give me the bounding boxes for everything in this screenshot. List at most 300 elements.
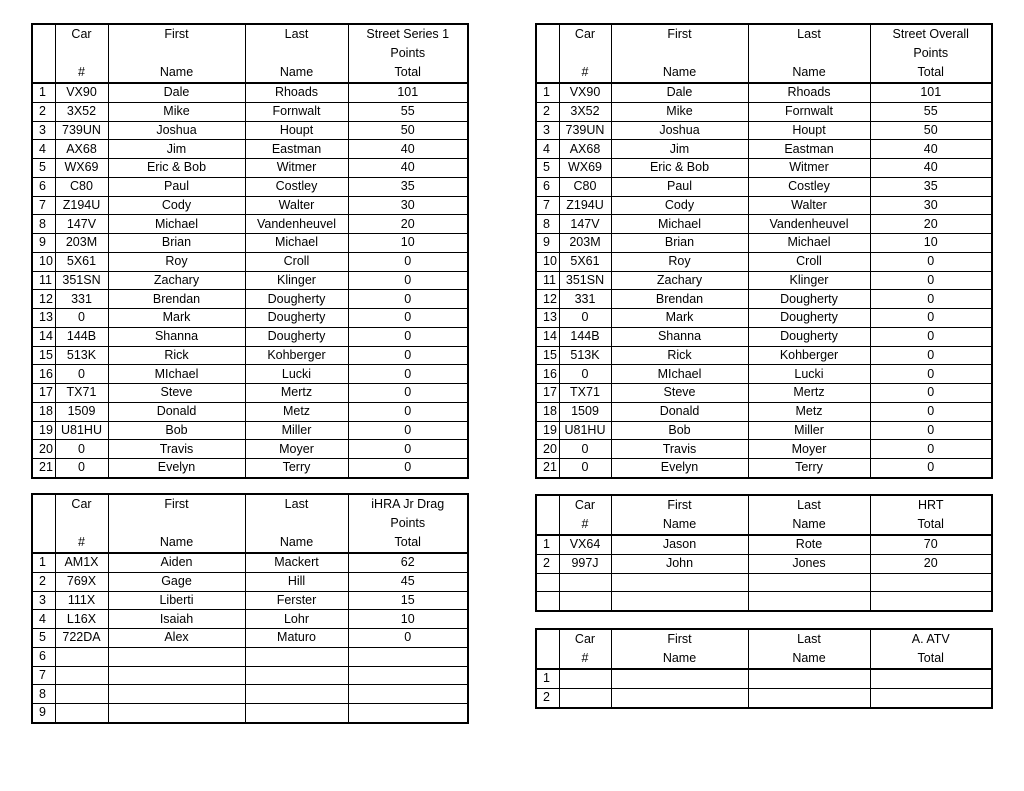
last-name-cell: Hill bbox=[245, 572, 348, 591]
last-name-cell: Dougherty bbox=[748, 327, 870, 346]
row-number: 9 bbox=[32, 704, 55, 723]
first-name-header-line bbox=[109, 44, 245, 63]
first-name-header-line: First bbox=[667, 498, 692, 512]
row-number: 17 bbox=[536, 384, 559, 403]
first-name-cell: MIchael bbox=[611, 365, 748, 384]
first-name-cell: Paul bbox=[108, 177, 245, 196]
first-name-cell: Mark bbox=[611, 309, 748, 328]
table-row bbox=[536, 159, 992, 178]
row-number: 19 bbox=[32, 421, 55, 440]
table-row bbox=[32, 83, 468, 102]
table-row bbox=[536, 177, 992, 196]
row-number: 5 bbox=[536, 159, 559, 178]
car-number-cell: 351SN bbox=[55, 271, 108, 290]
first-name-cell: Steve bbox=[611, 384, 748, 403]
points-total-header-line: Total bbox=[917, 517, 944, 531]
row-number: 15 bbox=[536, 346, 559, 365]
first-name-cell: Joshua bbox=[611, 121, 748, 140]
row-number: 3 bbox=[32, 591, 55, 610]
row-number: 1 bbox=[536, 669, 559, 688]
points-total-cell: 0 bbox=[870, 421, 992, 440]
table-row bbox=[536, 309, 992, 328]
table-row bbox=[536, 346, 992, 365]
points-total-cell: 0 bbox=[348, 271, 468, 290]
last-name-cell: Houpt bbox=[748, 121, 870, 140]
points-total-cell: 45 bbox=[348, 572, 468, 591]
street-overall-points-table bbox=[535, 23, 993, 479]
row-number: 7 bbox=[32, 666, 55, 685]
car-number-cell bbox=[559, 688, 611, 707]
car-number-cell: 0 bbox=[559, 440, 611, 459]
car-number-cell: 513K bbox=[559, 346, 611, 365]
points-total-header-line: HRT bbox=[918, 498, 944, 512]
car-number-header-line: # bbox=[581, 65, 589, 79]
car-number-cell: 739UN bbox=[55, 121, 108, 140]
points-total-cell: 0 bbox=[870, 384, 992, 403]
car-number-cell: 3X52 bbox=[55, 102, 108, 121]
points-total-header bbox=[348, 24, 468, 83]
first-name-cell: Eric & Bob bbox=[108, 159, 245, 178]
points-total-cell: 0 bbox=[870, 402, 992, 421]
table-row bbox=[32, 704, 468, 723]
last-name-header-line bbox=[246, 44, 348, 63]
row-number-header bbox=[536, 629, 559, 669]
table-row bbox=[32, 459, 468, 478]
first-name-header-line: Name bbox=[662, 651, 697, 665]
last-name-cell bbox=[748, 592, 870, 611]
row-number: 15 bbox=[32, 346, 55, 365]
first-name-cell: Bob bbox=[108, 421, 245, 440]
last-name-cell: Mackert bbox=[245, 553, 348, 572]
jr-drag-points-table bbox=[31, 493, 469, 724]
car-number-header-line: Car bbox=[71, 497, 92, 511]
points-total-header-line: Total bbox=[394, 65, 421, 79]
points-total-cell: 0 bbox=[348, 421, 468, 440]
row-number: 1 bbox=[32, 553, 55, 572]
points-total-header bbox=[870, 495, 992, 535]
table-row bbox=[32, 327, 468, 346]
table-row bbox=[536, 421, 992, 440]
table-row bbox=[32, 440, 468, 459]
row-number bbox=[536, 592, 559, 611]
last-name-cell bbox=[245, 704, 348, 723]
last-name-cell: Mertz bbox=[245, 384, 348, 403]
last-name-cell: Moyer bbox=[748, 440, 870, 459]
points-total-header bbox=[870, 629, 992, 669]
last-name-cell: Ferster bbox=[245, 591, 348, 610]
table-row bbox=[536, 535, 992, 554]
car-number-cell: 5X61 bbox=[559, 252, 611, 271]
last-name-cell: Croll bbox=[748, 252, 870, 271]
car-number-header-line: Car bbox=[574, 498, 596, 512]
table-row bbox=[536, 234, 992, 253]
table-row bbox=[32, 572, 468, 591]
first-name-cell bbox=[611, 688, 748, 707]
car-number-cell: VX90 bbox=[55, 83, 108, 102]
first-name-cell: Alex bbox=[108, 629, 245, 648]
row-number: 18 bbox=[32, 402, 55, 421]
first-name-cell: Zachary bbox=[108, 271, 245, 290]
points-total-cell: 0 bbox=[870, 459, 992, 478]
last-name-cell: Michael bbox=[748, 234, 870, 253]
last-name-cell: Terry bbox=[245, 459, 348, 478]
row-number: 5 bbox=[32, 159, 55, 178]
last-name-cell bbox=[748, 669, 870, 688]
first-name-header bbox=[611, 495, 748, 535]
table-row bbox=[32, 140, 468, 159]
car-number-cell: 111X bbox=[55, 591, 108, 610]
last-name-cell: Dougherty bbox=[245, 309, 348, 328]
row-number: 8 bbox=[32, 685, 55, 704]
last-name-cell: Maturo bbox=[245, 629, 348, 648]
first-name-cell: Bob bbox=[611, 421, 748, 440]
last-name-cell: Rhoads bbox=[245, 83, 348, 102]
first-name-cell: Travis bbox=[611, 440, 748, 459]
table-row bbox=[32, 234, 468, 253]
last-name-cell: Dougherty bbox=[748, 290, 870, 309]
points-total-cell: 0 bbox=[870, 327, 992, 346]
points-total-header-line: Points bbox=[913, 46, 949, 60]
points-total-cell: 50 bbox=[348, 121, 468, 140]
street-series-points-table bbox=[31, 23, 469, 479]
car-number-cell: U81HU bbox=[55, 421, 108, 440]
last-name-cell: Costley bbox=[748, 177, 870, 196]
table-row bbox=[536, 573, 992, 592]
points-total-cell: 0 bbox=[348, 402, 468, 421]
last-name-cell: Witmer bbox=[748, 159, 870, 178]
car-number-cell: 5X61 bbox=[55, 252, 108, 271]
points-total-cell: 50 bbox=[870, 121, 992, 140]
table-row bbox=[536, 402, 992, 421]
first-name-cell: Dale bbox=[108, 83, 245, 102]
points-total-cell: 30 bbox=[870, 196, 992, 215]
table-row bbox=[32, 553, 468, 572]
last-name-cell bbox=[748, 688, 870, 707]
car-number-header-line bbox=[560, 44, 611, 63]
car-number-header bbox=[55, 494, 108, 553]
car-number-header-line: # bbox=[581, 517, 589, 531]
car-number-cell: Z194U bbox=[55, 196, 108, 215]
last-name-cell: Kohberger bbox=[748, 346, 870, 365]
car-number-cell: WX69 bbox=[559, 159, 611, 178]
row-number: 12 bbox=[32, 290, 55, 309]
header-row bbox=[536, 24, 992, 83]
header-row bbox=[536, 629, 992, 669]
first-name-cell: Liberti bbox=[108, 591, 245, 610]
car-number-cell: 203M bbox=[55, 234, 108, 253]
row-number: 3 bbox=[536, 121, 559, 140]
row-number-header bbox=[32, 24, 55, 83]
car-number-cell bbox=[55, 647, 108, 666]
points-total-cell bbox=[870, 688, 992, 707]
first-name-cell: Michael bbox=[611, 215, 748, 234]
table-row bbox=[536, 688, 992, 707]
row-number: 9 bbox=[536, 234, 559, 253]
last-name-header-line: Name bbox=[792, 651, 826, 665]
car-number-cell: 0 bbox=[559, 365, 611, 384]
car-number-header-line bbox=[56, 514, 108, 533]
table-row bbox=[536, 252, 992, 271]
row-number: 21 bbox=[32, 459, 55, 478]
points-total-header-line: Total bbox=[917, 651, 944, 665]
points-total-cell bbox=[870, 592, 992, 611]
points-total-header-line: Street Series 1 bbox=[366, 27, 450, 41]
first-name-cell: Eric & Bob bbox=[611, 159, 748, 178]
first-name-cell: Mike bbox=[611, 102, 748, 121]
row-number: 3 bbox=[32, 121, 55, 140]
header-row bbox=[536, 495, 992, 535]
car-number-cell bbox=[559, 592, 611, 611]
first-name-cell: Isaiah bbox=[108, 610, 245, 629]
table-row bbox=[32, 290, 468, 309]
last-name-cell: Lohr bbox=[245, 610, 348, 629]
table-row bbox=[536, 384, 992, 403]
row-number: 2 bbox=[32, 102, 55, 121]
last-name-cell bbox=[245, 647, 348, 666]
first-name-header-line: First bbox=[164, 27, 189, 41]
last-name-header-line bbox=[749, 44, 870, 63]
row-number: 4 bbox=[536, 140, 559, 159]
table-row bbox=[32, 309, 468, 328]
last-name-cell: Rhoads bbox=[748, 83, 870, 102]
row-number: 18 bbox=[536, 402, 559, 421]
points-total-cell: 101 bbox=[870, 83, 992, 102]
points-total-cell bbox=[348, 666, 468, 685]
first-name-cell: Jason bbox=[611, 535, 748, 554]
row-number: 17 bbox=[32, 384, 55, 403]
first-name-cell: Gage bbox=[108, 572, 245, 591]
points-total-cell: 0 bbox=[870, 309, 992, 328]
last-name-cell: Metz bbox=[748, 402, 870, 421]
last-name-cell bbox=[245, 666, 348, 685]
last-name-header-line: Last bbox=[797, 498, 821, 512]
points-total-cell: 30 bbox=[348, 196, 468, 215]
points-total-header-line: A. ATV bbox=[911, 632, 950, 646]
table-row bbox=[536, 215, 992, 234]
first-name-cell: John bbox=[611, 554, 748, 573]
first-name-cell: Michael bbox=[108, 215, 245, 234]
points-total-cell bbox=[348, 704, 468, 723]
points-total-header-line: Points bbox=[390, 46, 426, 60]
first-name-cell: Donald bbox=[108, 402, 245, 421]
car-number-cell: L16X bbox=[55, 610, 108, 629]
row-number bbox=[536, 573, 559, 592]
last-name-cell bbox=[748, 573, 870, 592]
last-name-header-line: Name bbox=[279, 65, 314, 79]
points-total-cell: 20 bbox=[870, 554, 992, 573]
row-number: 1 bbox=[536, 83, 559, 102]
row-number: 12 bbox=[536, 290, 559, 309]
last-name-cell: Dougherty bbox=[245, 327, 348, 346]
points-total-cell: 0 bbox=[348, 290, 468, 309]
car-number-header-line: # bbox=[581, 651, 589, 665]
car-number-cell bbox=[55, 685, 108, 704]
row-number: 9 bbox=[32, 234, 55, 253]
first-name-header-line: First bbox=[667, 632, 692, 646]
last-name-cell: Miller bbox=[748, 421, 870, 440]
first-name-cell bbox=[108, 704, 245, 723]
last-name-header-line bbox=[246, 514, 348, 533]
first-name-cell: Rick bbox=[611, 346, 748, 365]
table-row bbox=[32, 252, 468, 271]
row-number: 13 bbox=[536, 309, 559, 328]
first-name-cell: Jim bbox=[108, 140, 245, 159]
row-number-header bbox=[536, 495, 559, 535]
car-number-cell: 351SN bbox=[559, 271, 611, 290]
table-row bbox=[32, 629, 468, 648]
table-row bbox=[32, 271, 468, 290]
row-number: 1 bbox=[536, 535, 559, 554]
row-number: 20 bbox=[32, 440, 55, 459]
last-name-cell: Kohberger bbox=[245, 346, 348, 365]
car-number-cell: C80 bbox=[55, 177, 108, 196]
points-total-header-line: Points bbox=[390, 516, 426, 530]
car-number-cell: C80 bbox=[559, 177, 611, 196]
row-number-header bbox=[536, 24, 559, 83]
first-name-cell: Steve bbox=[108, 384, 245, 403]
row-number: 8 bbox=[536, 215, 559, 234]
last-name-cell: Moyer bbox=[245, 440, 348, 459]
first-name-cell: Jim bbox=[611, 140, 748, 159]
last-name-cell: Witmer bbox=[245, 159, 348, 178]
car-number-cell: 331 bbox=[55, 290, 108, 309]
points-total-cell bbox=[348, 685, 468, 704]
car-number-cell: 0 bbox=[55, 440, 108, 459]
first-name-cell bbox=[611, 592, 748, 611]
car-number-cell: 144B bbox=[559, 327, 611, 346]
car-number-cell: 0 bbox=[55, 365, 108, 384]
points-total-cell: 40 bbox=[348, 159, 468, 178]
table-row bbox=[32, 159, 468, 178]
car-number-cell: 722DA bbox=[55, 629, 108, 648]
table-row bbox=[536, 554, 992, 573]
atv-points-table bbox=[535, 628, 993, 709]
table-row bbox=[32, 610, 468, 629]
last-name-cell: Michael bbox=[245, 234, 348, 253]
car-number-cell: 1509 bbox=[559, 402, 611, 421]
car-number-cell: 769X bbox=[55, 572, 108, 591]
car-number-cell bbox=[559, 573, 611, 592]
row-number: 7 bbox=[536, 196, 559, 215]
points-total-cell: 20 bbox=[870, 215, 992, 234]
table-row bbox=[32, 685, 468, 704]
header-row bbox=[32, 494, 468, 553]
first-name-header-line: Name bbox=[662, 65, 697, 79]
car-number-cell: 0 bbox=[559, 459, 611, 478]
table-row bbox=[32, 666, 468, 685]
first-name-cell: Joshua bbox=[108, 121, 245, 140]
points-total-cell: 0 bbox=[348, 346, 468, 365]
points-total-cell: 10 bbox=[348, 234, 468, 253]
car-number-header-line: Car bbox=[574, 27, 596, 41]
points-total-cell: 0 bbox=[348, 384, 468, 403]
car-number-cell: Z194U bbox=[559, 196, 611, 215]
points-total-cell: 0 bbox=[348, 327, 468, 346]
first-name-cell: MIchael bbox=[108, 365, 245, 384]
first-name-cell: Rick bbox=[108, 346, 245, 365]
table-row bbox=[32, 121, 468, 140]
first-name-cell: Travis bbox=[108, 440, 245, 459]
last-name-cell: Jones bbox=[748, 554, 870, 573]
points-total-header-line: Street Overall bbox=[892, 27, 969, 41]
last-name-cell: Eastman bbox=[245, 140, 348, 159]
row-number: 21 bbox=[536, 459, 559, 478]
last-name-cell: Eastman bbox=[748, 140, 870, 159]
car-number-header-line: # bbox=[78, 535, 85, 549]
points-total-cell: 10 bbox=[348, 610, 468, 629]
first-name-cell bbox=[108, 666, 245, 685]
table-row bbox=[32, 591, 468, 610]
table-row bbox=[536, 459, 992, 478]
row-number-header bbox=[32, 494, 55, 553]
first-name-header-line: Name bbox=[662, 517, 697, 531]
points-total-cell: 0 bbox=[870, 252, 992, 271]
row-number: 14 bbox=[32, 327, 55, 346]
first-name-header-line bbox=[612, 44, 748, 63]
last-name-cell: Dougherty bbox=[748, 309, 870, 328]
first-name-cell: Mark bbox=[108, 309, 245, 328]
first-name-header bbox=[108, 494, 245, 553]
points-total-cell: 0 bbox=[870, 365, 992, 384]
first-name-cell bbox=[611, 669, 748, 688]
last-name-cell: Metz bbox=[245, 402, 348, 421]
table-row bbox=[536, 290, 992, 309]
last-name-cell: Walter bbox=[245, 196, 348, 215]
points-total-cell: 70 bbox=[870, 535, 992, 554]
last-name-header bbox=[748, 629, 870, 669]
points-total-cell: 0 bbox=[870, 346, 992, 365]
row-number: 13 bbox=[32, 309, 55, 328]
last-name-cell bbox=[245, 685, 348, 704]
row-number: 16 bbox=[32, 365, 55, 384]
car-number-cell bbox=[55, 704, 108, 723]
last-name-header-line: Name bbox=[279, 535, 314, 549]
row-number: 10 bbox=[32, 252, 55, 271]
car-number-cell: 144B bbox=[55, 327, 108, 346]
last-name-cell: Vandenheuvel bbox=[245, 215, 348, 234]
table-row bbox=[32, 196, 468, 215]
first-name-header bbox=[611, 629, 748, 669]
last-name-header-line: Name bbox=[792, 65, 826, 79]
first-name-cell: Paul bbox=[611, 177, 748, 196]
table-row bbox=[536, 121, 992, 140]
points-total-cell: 40 bbox=[870, 140, 992, 159]
row-number: 6 bbox=[32, 647, 55, 666]
points-total-cell: 35 bbox=[348, 177, 468, 196]
first-name-cell: Evelyn bbox=[611, 459, 748, 478]
last-name-cell: Terry bbox=[748, 459, 870, 478]
last-name-cell: Klinger bbox=[748, 271, 870, 290]
points-total-cell: 0 bbox=[348, 365, 468, 384]
last-name-header-line: Last bbox=[797, 632, 821, 646]
table-row bbox=[536, 365, 992, 384]
last-name-cell: Croll bbox=[245, 252, 348, 271]
car-number-cell: 147V bbox=[55, 215, 108, 234]
row-number: 16 bbox=[536, 365, 559, 384]
table-row bbox=[32, 402, 468, 421]
table-row bbox=[536, 327, 992, 346]
first-name-cell: Shanna bbox=[108, 327, 245, 346]
car-number-header bbox=[559, 24, 611, 83]
car-number-cell: VX64 bbox=[559, 535, 611, 554]
last-name-header bbox=[245, 494, 348, 553]
first-name-cell bbox=[108, 647, 245, 666]
table-row bbox=[32, 384, 468, 403]
last-name-cell: Fornwalt bbox=[245, 102, 348, 121]
first-name-header-line: Name bbox=[159, 65, 194, 79]
header-row bbox=[32, 24, 468, 83]
points-total-cell: 101 bbox=[348, 83, 468, 102]
